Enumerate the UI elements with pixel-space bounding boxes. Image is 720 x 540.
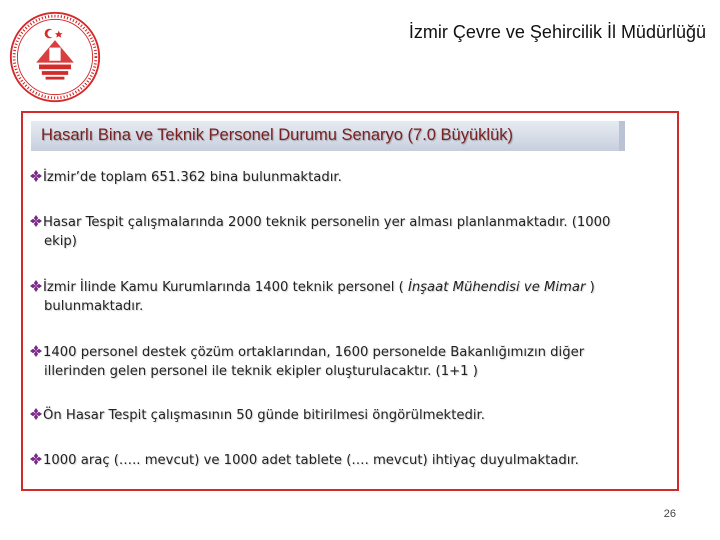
bullet-text-italic: İnşaat Mühendisi ve Mimar bbox=[407, 280, 586, 295]
list-item bbox=[30, 343, 668, 381]
diamond-bullet-icon bbox=[30, 215, 42, 227]
header-title: İzmir Çevre ve Şehircilik İl Müdürlüğü bbox=[408, 22, 706, 42]
bullet-text-continued: ekip) bbox=[44, 234, 77, 249]
subtitle-box bbox=[31, 121, 625, 151]
bullet-text: 1000 araç (….. mevcut) ve 1000 adet tablete (…. mevcut) ihtiyaç duyulmaktadır. bbox=[43, 453, 579, 468]
list-item bbox=[30, 168, 668, 187]
bullet-text-continued: bulunmaktadır. bbox=[44, 299, 144, 314]
bullet-text: Hasar Tespit çalışmalarında 2000 teknik personelin yer alması planlanmaktadır. (1000 bbox=[43, 215, 611, 230]
diamond-bullet-icon bbox=[30, 345, 42, 357]
bullet-text-continued: illerinden gelen personel ile teknik ekipler oluşturulacaktır. (1+1 ) bbox=[44, 364, 478, 379]
bullet-text: Ön Hasar Tespit çalışmasının 50 günde bitirilmesi öngörülmektedir. bbox=[43, 408, 485, 423]
bullet-text-end: ) bbox=[585, 280, 595, 295]
ministry-seal-icon bbox=[8, 10, 102, 104]
page-number: 26 bbox=[663, 508, 676, 520]
slide-subtitle: Hasarlı Bina ve Teknik Personel Durumu Senaryo (7.0 Büyüklük) bbox=[41, 126, 513, 144]
diamond-bullet-icon bbox=[30, 408, 42, 420]
bullet-text: İzmir İlinde Kamu Kurumlarında 1400 teknik personel ( bbox=[43, 280, 408, 295]
diamond-bullet-icon bbox=[30, 170, 42, 182]
list-item bbox=[30, 406, 668, 425]
list-item bbox=[30, 278, 668, 316]
list-item bbox=[30, 451, 668, 470]
diamond-bullet-icon bbox=[30, 280, 42, 292]
diamond-bullet-icon bbox=[30, 453, 42, 465]
bullet-text: İzmir’de toplam 651.362 bina bulunmaktadır. bbox=[43, 170, 342, 185]
list-item bbox=[30, 213, 668, 251]
bullet-text: 1400 personel destek çözüm ortaklarından, 1600 personelde Bakanlığımızın diğer bbox=[43, 345, 585, 360]
